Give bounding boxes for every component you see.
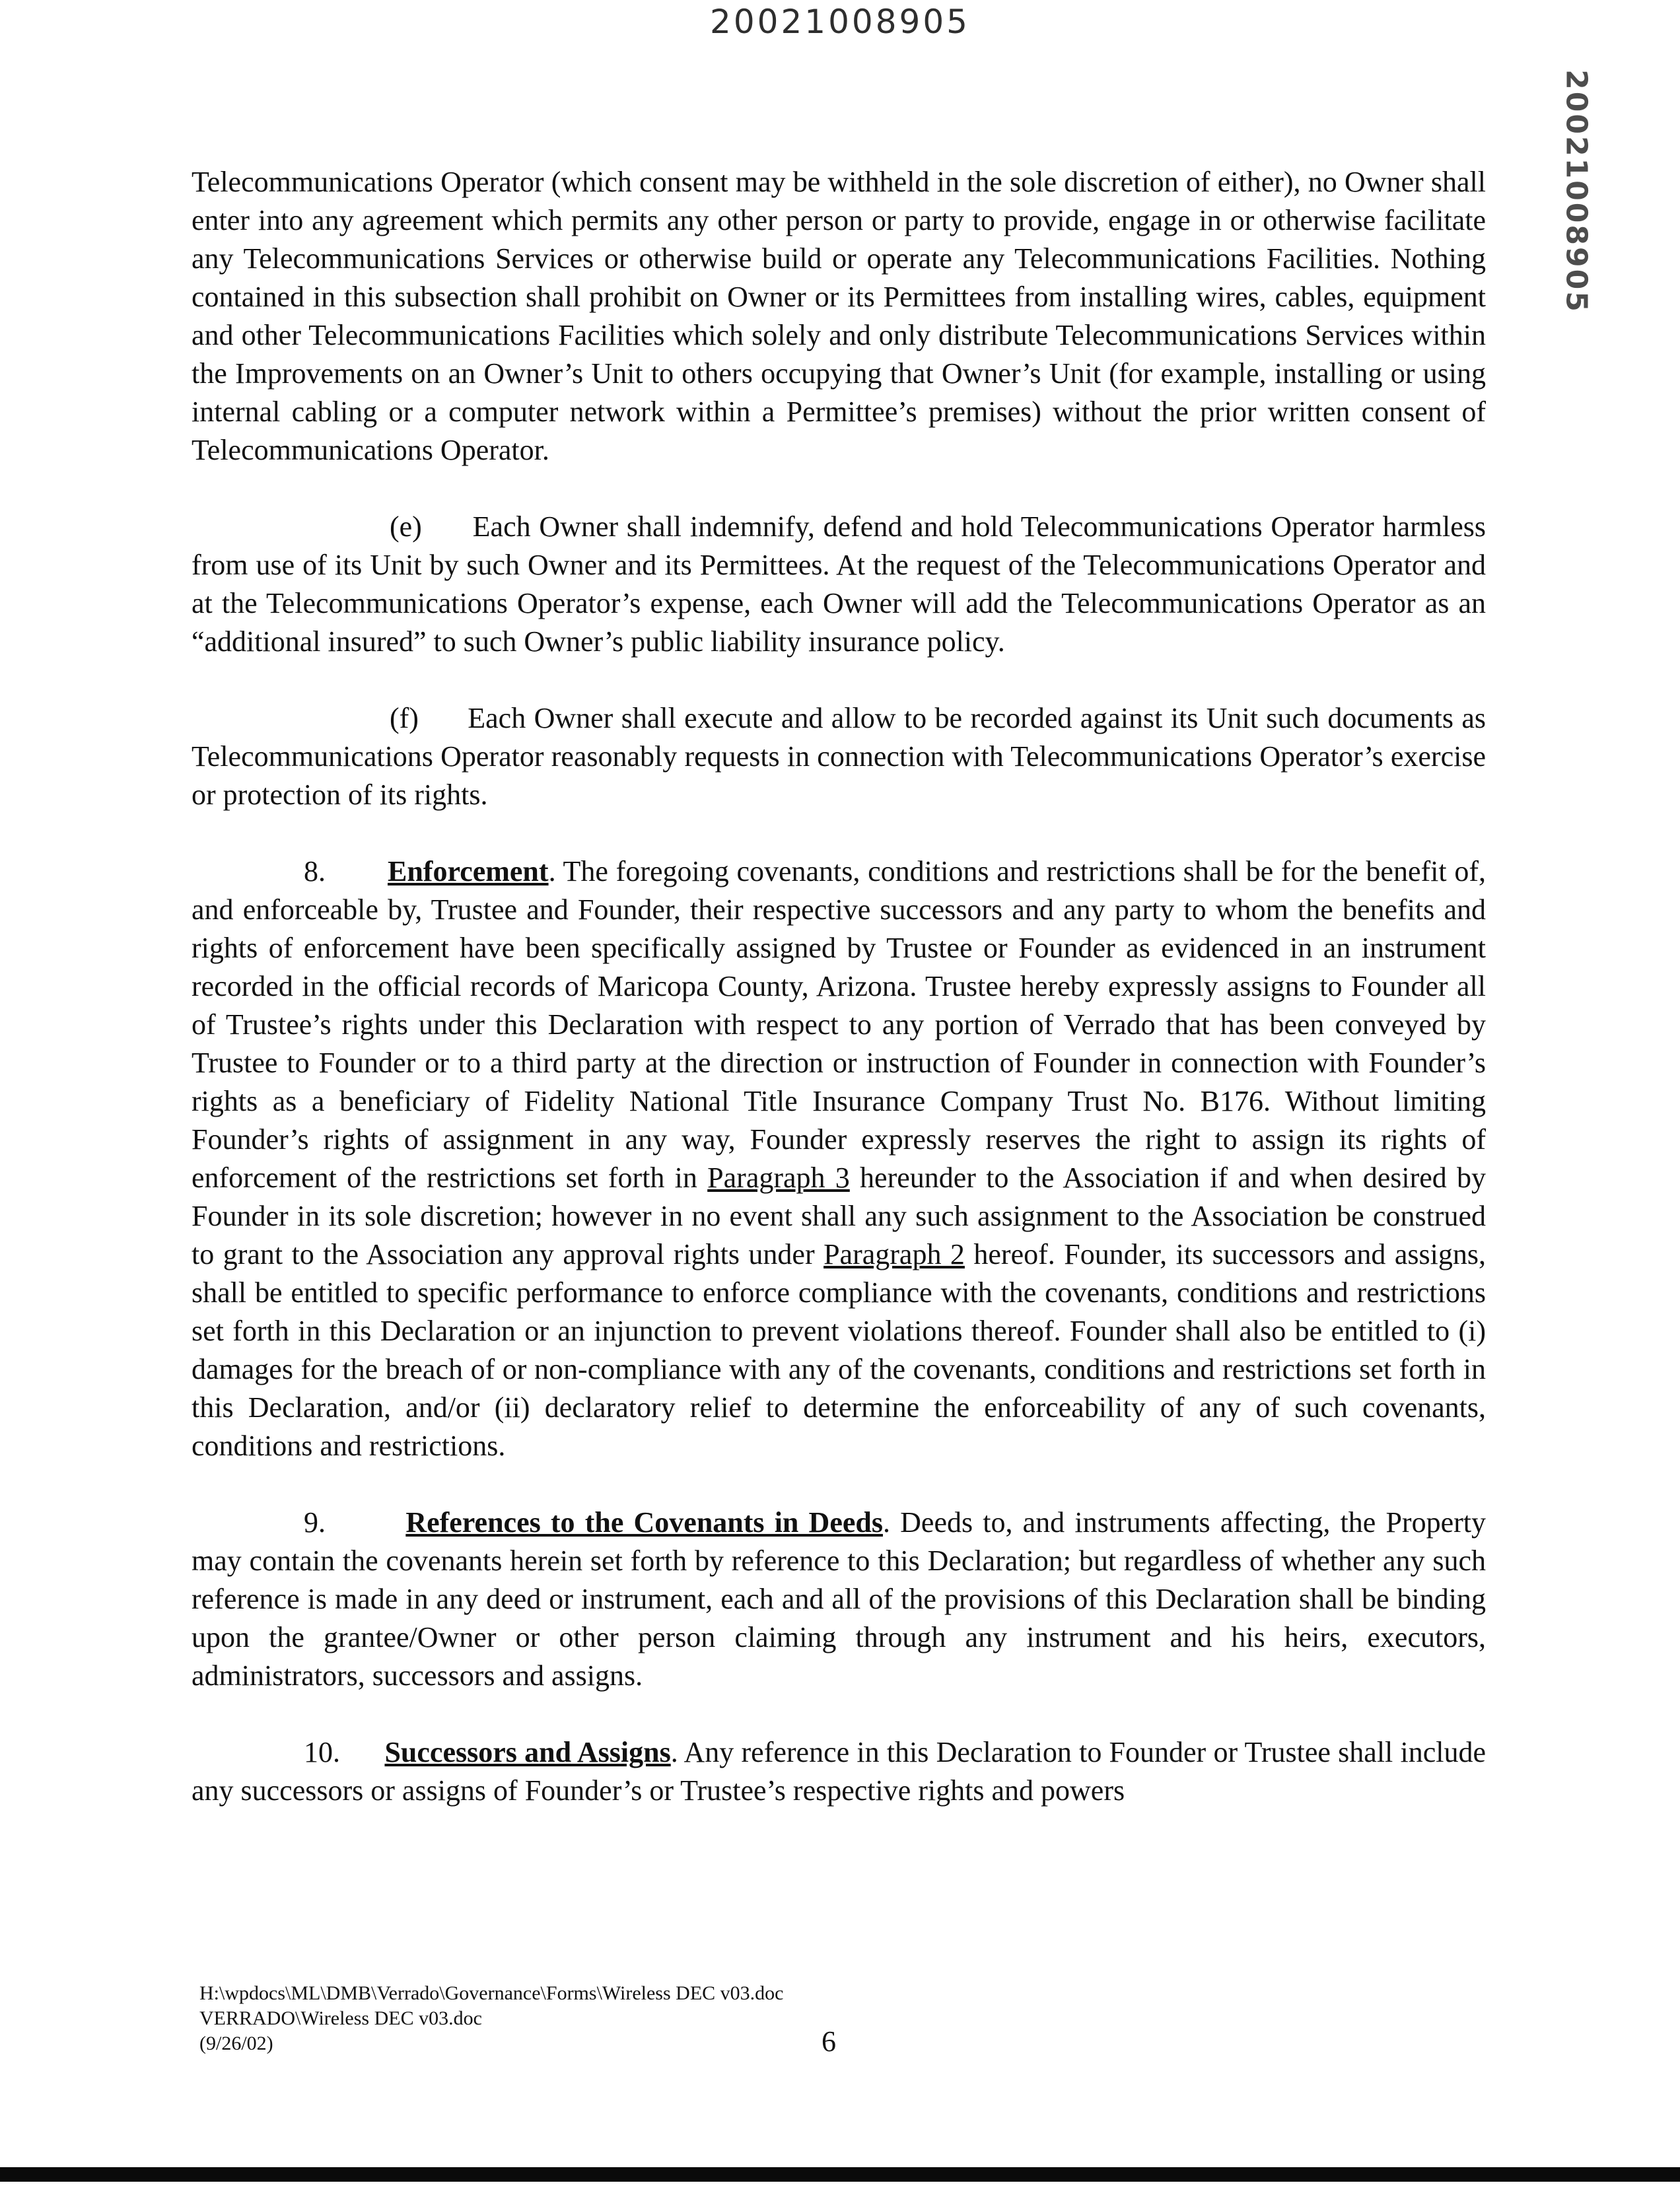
section-8-heading: Enforcement [387, 855, 549, 887]
section-8-number: 8. [304, 855, 326, 887]
paragraph-2-reference: Paragraph 2 [823, 1238, 965, 1270]
page-number: 6 [822, 2025, 836, 2058]
side-stamp-text: 20021008905 [1559, 69, 1593, 314]
section-10-successors [192, 1733, 1486, 1810]
document-body [192, 163, 1486, 1848]
document-number: 20021008905 [710, 3, 970, 41]
section-9-number: 9. [304, 1506, 326, 1539]
footer-file-info [199, 1981, 783, 2056]
paragraph-e-text: Each Owner shall indemnify, defend and hold Telecommunications Operator harmless from use of its Unit by such Owner and its Permittees. At the request of the Telecommunications Operator and at the Telecommunications Operator’s expense, each Owner will add the Telecommunications Operator as an “additional insured” to such Owner’s public liability insurance policy. [192, 510, 1486, 658]
footer-date-line: (9/26/02) [199, 2032, 273, 2054]
section-8-text-2: hereunder to the Association if and when desired by Founder in its sole discretion; however in no event shall any such assignment to the Association be construed to grant to the Association any approval rights under [192, 1162, 1487, 1270]
paragraph-f-label: (f) [390, 702, 419, 734]
footer-file-line: VERRADO\Wireless DEC v03.doc [199, 2007, 482, 2029]
side-recording-stamp [1553, 69, 1599, 314]
paragraph-3-reference: Paragraph 3 [707, 1162, 850, 1194]
bottom-scan-border [0, 2167, 1680, 2182]
paragraph-d-continued: Telecommunications Operator (which consent may be withheld in the sole discretion of either), no Owner shall enter into any agreement which permits any other person or party to provide, engage in or otherwise facilitate any Telecommunications Services or otherwise build or operate any Telecommunications Facilities. Nothing contained in this subsection shall prohibit on Owner or its Permittees from installing wires, cables, equipment and other Telecommunications Facilities which solely and only distribute Telecommunications Services within the Improvements on an Owner’s Unit to others occupying that Owner’s Unit (for example, installing or using internal cabling or a computer network within a Permittee’s premises) without the prior written consent of Telecommunications Operator. [192, 166, 1486, 466]
section-8-text-3: hereof. Founder, its successors and assigns, shall be entitled to specific performance to enforce compliance with the covenants, conditions and restrictions set forth in this Declaration or an injunction to prevent violations thereof. Founder shall also be entitled to (i) damages for the breach of or non-compliance with any of the covenants, conditions and restrictions set forth in this Declaration, and/or (ii) declaratory relief to determine the enforceability of any of such covenants, conditions and restrictions. [192, 1238, 1486, 1462]
paragraph-e [192, 508, 1486, 661]
footer-path-line: H:\wpdocs\ML\DMB\Verrado\Governance\Forms\Wireless DEC v03.doc [199, 1982, 784, 2004]
section-10-text: . Any reference in this Declaration to Founder or Trustee shall include any successors or assigns of Founder’s or Trustee’s respective rights and powers [192, 1736, 1487, 1807]
section-9-text: . Deeds to, and instruments affecting, the Property may contain the covenants herein set forth by reference to this Declaration; but regardless of whether any such reference is made in any deed or instrument, each and all of the provisions of this Declaration shall be binding upon the grantee/Owner or other person claiming through any instrument and his heirs, executors, administrators, successors and assigns. [192, 1506, 1486, 1692]
section-9-heading: References to the Covenants in Deeds [405, 1506, 883, 1539]
section-10-number: 10. [304, 1736, 340, 1768]
section-8-text-1: . The foregoing covenants, conditions and restrictions shall be for the benefit of, and enforceable by, Trustee and Founder, their respective successors and any party to whom the benefits and rights of enforcement have been specifically assigned by Trustee or Founder as evidenced in an instrument recorded in the official records of Maricopa County, Arizona. Trustee hereby expressly assigns to Founder all of Trustee’s rights under this Declaration with respect to any portion of Verrado that has been conveyed by Trustee to Founder or to a third party at the direction or instruction of Founder in connection with Founder’s rights as a beneficiary of Fidelity National Title Insurance Company Trust No. B176. Without limiting Founder’s rights of assignment in any way, Founder expressly reserves the right to assign its rights of enforcement of the restrictions set forth in [192, 855, 1486, 1194]
section-9-references [192, 1504, 1486, 1695]
paragraph-f [192, 699, 1486, 814]
paragraph-f-text: Each Owner shall execute and allow to be recorded against its Unit such documents as Telecommunications Operator reasonably requests in connection with Telecommunications Operator’s exercise or protection of its rights. [192, 702, 1487, 811]
section-8-enforcement [192, 852, 1486, 1465]
section-10-heading: Successors and Assigns [384, 1736, 671, 1768]
paragraph-e-label: (e) [390, 510, 422, 543]
